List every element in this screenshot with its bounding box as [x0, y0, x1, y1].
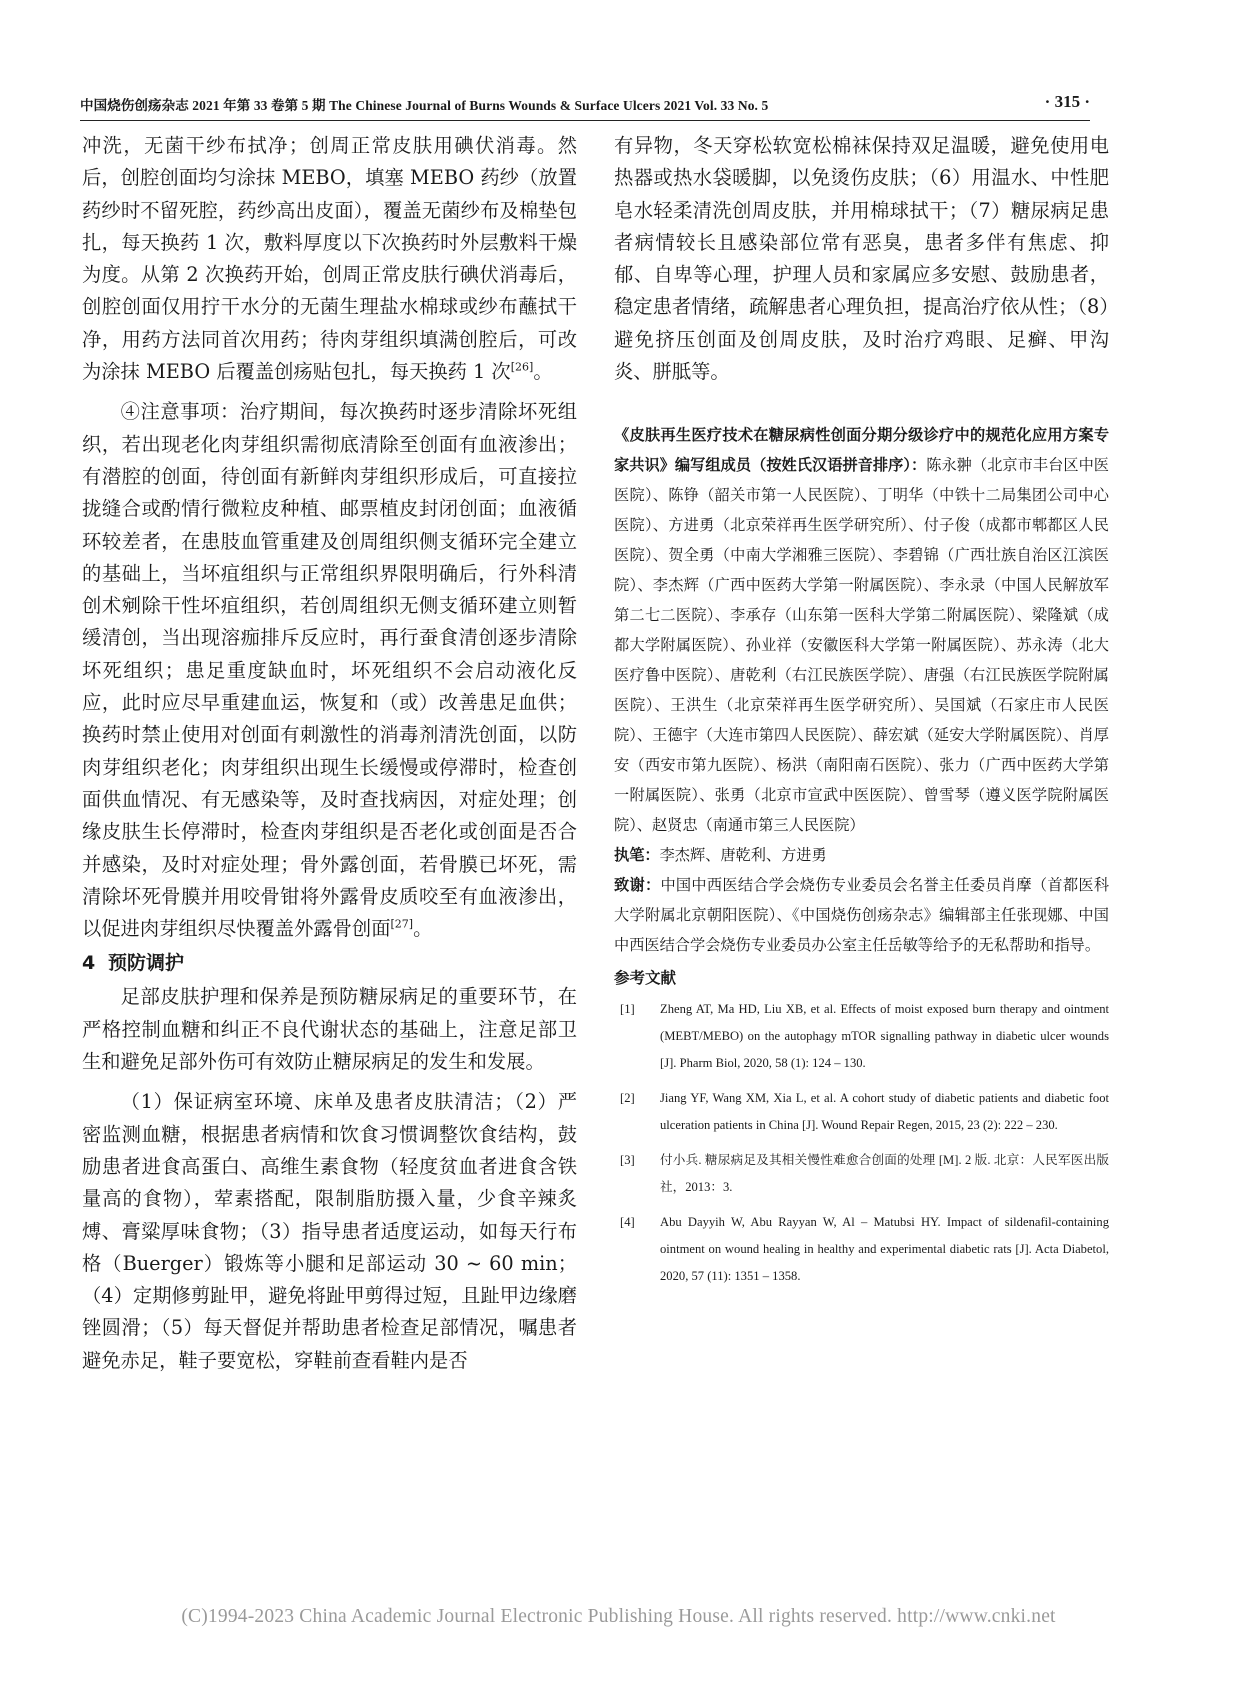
paragraph-prevention-list-continued: 有异物，冬天穿松软宽松棉袜保持双足温暖，避免使用电热器或热水袋暖脚，以免烫伤皮肤；（6）用温水、中性肥皂水轻柔清洗创周皮肤，并用棉球拭干；（7）糖尿病足患者病情较长且感染部位常有恶臭，患者多伴有焦虑、抑郁、自卑等心理，护理人员和家属应多安慰、鼓励患者，稳定患者情绪，疏解患者心理负担，提高治疗依从性；（8）避免挤压创面及创周皮肤，及时治疗鸡眼、足癣、甲沟炎、胼胝等。	[614, 134, 1109, 384]
running-header	[80, 92, 1090, 121]
section-number: 4	[82, 952, 96, 975]
authors-label: 《皮肤再生医疗技术在糖尿病性创面分期分级诊疗中的规范化应用方案专家共识》编写组成员（按姓氏汉语拼音排序）：	[614, 426, 1109, 475]
journal-citation-line: 中国烧伤创疡杂志 2021 年第 33 卷第 5 期 The Chinese Journal of Burns Wounds & Surface Ulcers 2021 Vol. 33 No. 5	[80, 98, 769, 113]
paragraph-text: 冲洗，无菌干纱布拭净；创周正常皮肤用碘伏消毒。然后，创腔创面均匀涂抹 MEBO，填塞 MEBO 药纱（放置药纱时不留死腔，药纱高出皮面），覆盖无菌纱布及棉垫包扎，每天换药 1 次，敷料厚度以下次换药时外层敷料干燥为度。从第 2 次换药开始，创周正常皮肤行碘伏消毒后，创腔创面仅用拧干水分的无菌生理盐水棉球或纱布蘸拭干净，用药方法同首次用药；待肉芽组织填满创腔后，可改为涂抹 MEBO 后覆盖创疡贴包扎，每天换药 1 次	[82, 134, 577, 384]
reference-text: Zheng AT, Ma HD, Liu XB, et al. Effects of moist exposed burn therapy and ointment (MEBT/MEBO) on the autophagy mTOR signalling pathway in diabetic ulcer wounds [J]. Pharm Biol, 2020, 58 (1): 124 – 130.	[660, 1002, 1109, 1071]
paragraph-prevention-intro: 足部皮肤护理和保养是预防糖尿病足的重要环节，在严格控制血糖和纠正不良代谢状态的基础上，注意足部卫生和避免足部外伤可有效防止糖尿病足的发生和发展。	[82, 985, 577, 1074]
page-number: · 315 ·	[1044, 92, 1090, 111]
section-heading-prevention	[82, 947, 577, 979]
paragraph-prevention-list: （1）保证病室环境、床单及患者皮肤清洁；（2）严密监测血糖，根据患者病情和饮食习惯调整饮食结构，鼓励患者进食高蛋白、高维生素食物（轻度贫血者进食含铁量高的食物），荤素搭配，限制脂肪摄入量，少食辛辣炙煿、膏粱厚味食物；（3）指导患者适度运动，如每天行布格（Buerger）锻炼等小腿和足部运动 30 ~ 60 min；（4）定期修剪趾甲，避免将趾甲剪得过短，且趾甲边缘磨锉圆滑；（5）每天督促并帮助患者检查足部情况，嘱患者避免赤足，鞋子要宽松，穿鞋前查看鞋内是否	[82, 1090, 577, 1372]
reference-text: Jiang YF, Wang XM, Xia L, et al. A cohort study of diabetic patients and diabetic foot ulceration patients in China [J]. Wound Repair Regen, 2015, 23 (2): 222 – 230.	[660, 1091, 1109, 1133]
paragraph-end: 。	[413, 917, 433, 941]
reference-list	[614, 996, 1109, 1290]
reference-item	[614, 1085, 1109, 1139]
copyright-watermark: (C)1994-2023 China Academic Journal Electronic Publishing House. All rights reserved. http://www.cnki.net	[181, 1606, 1056, 1627]
acknowledgement-text: 中国中西医结合学会烧伤专业委员会名誉主任委员肖摩（首都医科大学附属北京朝阳医院）、《中国烧伤创疡杂志》编辑部主任张现娜、中国中西医结合学会烧伤专业委员办公室主任岳敏等给予的无私帮助和指导。	[614, 876, 1110, 955]
reference-item	[614, 996, 1109, 1077]
authors-paragraph	[614, 420, 1109, 840]
reference-item	[614, 1147, 1109, 1201]
authors-list: 陈永翀（北京市丰台区中医医院）、陈铮（韶关市第一人民医院）、丁明华（中铁十二局集团公司中心医院）、方进勇（北京荣祥再生医学研究所）、付子俊（成都市郫都区人民医院）、贺全勇（中南大学湘雅三医院）、李碧锦（广西壮族自治区江滨医院）、李杰辉（广西中医药大学第一附属医院）、李永录（中国人民解放军第二七二医院）、李承存（山东第一医科大学第二附属医院）、梁隆斌（成都大学附属医院）、孙业祥（安徽医科大学第一附属医院）、苏永涛（北大医疗鲁中医院）、唐乾利（右江民族医学院）、唐强（右江民族医学院附属医院）、王洪生（北京荣祥再生医学研究所）、吴国斌（石家庄市人民医院）、王德宇（大连市第四人民医院）、薛宏斌（延安大学附属医院）、肖厚安（西安市第九医院）、杨洪（南阳南石医院）、张力（广西中医药大学第一附属医院）、张勇（北京市宣武中医医院）、曾雪琴（遵义医学院附属医院）、赵贤忠（南通市第三人民医院）	[614, 456, 1109, 835]
reference-number: [2]	[620, 1091, 635, 1106]
citation-27: [27]	[390, 917, 414, 931]
paragraph-precautions	[82, 396, 577, 945]
right-column	[614, 130, 1109, 1298]
acknowledgement-paragraph	[614, 870, 1109, 960]
writers-list: 李杰辉、唐乾利、方进勇	[659, 846, 827, 865]
paragraph-text: ④注意事项：治疗期间，每次换药时逐步清除坏死组织，若出现老化肉芽组织需彻底清除至创面有血液渗出；有潜腔的创面，待创面有新鲜肉芽组织形成后，可直接拉拢缝合或酌情行微粒皮种植、邮票植皮封闭创面；血液循环较差者，在患肢血管重建及创周组织侧支循环完全建立的基础上，当坏疽组织与正常组织界限明确后，行外科清创术剜除干性坏疽组织，若创周组织无侧支循环建立则暂缓清创，当出现溶痂排斥反应时，再行蚕食清创逐步清除坏死组织；患足重度缺血时，坏死组织不会启动液化反应，此时应尽早重建血运，恢复和（或）改善患足血供；换药时禁止使用对创面有刺激性的消毒剂清洗创面，以防肉芽组织老化；肉芽组织出现生长缓慢或停滞时，检查创面供血情况、有无感染等，及时查找病因，对症处理；创缘皮肤生长停滞时，检查肉芽组织是否老化或创面是否合并感染，及时对症处理；骨外露创面，若骨膜已坏死，需清除坏死骨膜并用咬骨钳将外露骨皮质咬至有血液渗出，以促进肉芽组织尽快覆盖外露骨创面	[82, 400, 577, 941]
reference-text: Abu Dayyih W, Abu Rayyan W, Al – Matubsi HY. Impact of sildenafil-containing ointment on wound healing in healthy and experimental diabetic rats [J]. Acta Diabetol, 2020, 57 (11): 1351 – 1358.	[660, 1215, 1109, 1284]
reference-item	[614, 1209, 1109, 1290]
author-block	[614, 420, 1109, 960]
paragraph-dressing-change	[82, 130, 577, 388]
citation-26: [26]	[510, 360, 534, 374]
left-column	[82, 130, 577, 1377]
reference-text: 付小兵. 糖尿病足及其相关慢性难愈合创面的处理 [M]. 2 版. 北京：人民军医出版社，2013：3.	[660, 1153, 1109, 1195]
reference-number: [3]	[620, 1153, 635, 1168]
writers-paragraph	[614, 840, 1109, 870]
references-heading: 参考文献	[614, 969, 677, 988]
section-title: 预防调护	[108, 952, 185, 975]
reference-number: [4]	[620, 1215, 635, 1230]
reference-number: [1]	[620, 1002, 635, 1017]
writers-label: 执笔：	[614, 846, 660, 865]
acknowledgement-label: 致谢：	[614, 876, 661, 895]
paragraph-end: 。	[533, 360, 553, 384]
